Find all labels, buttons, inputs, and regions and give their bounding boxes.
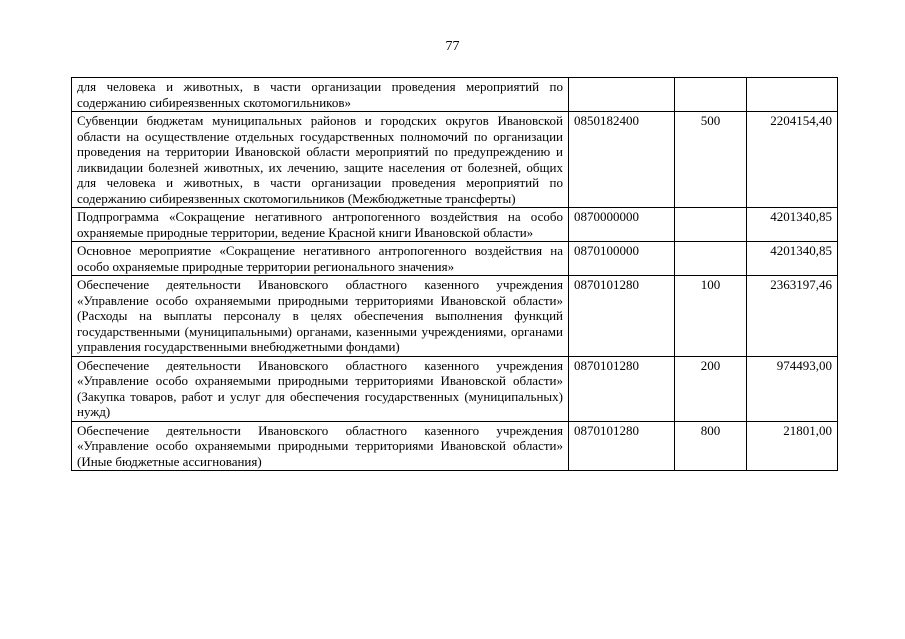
row-description: Субвенции бюджетам муниципальных районов и городских округов Ивановской области на осуществление отдельных государственных полномочий по организации проведения на территории Ивановской области мероприятий по предупреждению и ликвидации болезней животных, их лечению, защите населения от болезней, общих для человека и животных, в части организации проведения мероприятий по содержанию сибиреязвенных скотомогильников (Межбюджетные трансферты) [72, 112, 569, 208]
row-expense-type: 100 [675, 276, 747, 357]
row-target-code: 0870000000 [569, 208, 675, 242]
table-row [72, 242, 838, 276]
row-expense-type: 200 [675, 356, 747, 421]
row-amount: 4201340,85 [747, 242, 838, 276]
page-number: 77 [445, 39, 460, 54]
row-amount: 4201340,85 [747, 208, 838, 242]
table-row [72, 421, 838, 471]
row-expense-type [675, 78, 747, 112]
row-target-code: 0850182400 [569, 112, 675, 208]
table-row [72, 276, 838, 357]
row-amount [747, 78, 838, 112]
row-target-code: 0870100000 [569, 242, 675, 276]
row-amount: 2204154,40 [747, 112, 838, 208]
row-amount: 974493,00 [747, 356, 838, 421]
row-description: Основное мероприятие «Сокращение негативного антропогенного воздействия на особо охраняемые природные территории регионального значения» [72, 242, 569, 276]
row-expense-type [675, 242, 747, 276]
table-row [72, 356, 838, 421]
row-description: Обеспечение деятельности Ивановского областного казенного учреждения «Управление особо охраняемыми природными территориями Ивановской области» (Иные бюджетные ассигнования) [72, 421, 569, 471]
row-target-code [569, 78, 675, 112]
row-description: Подпрограмма «Сокращение негативного антропогенного воздействия на особо охраняемые природные территории, ведение Красной книги Ивановской области» [72, 208, 569, 242]
row-amount: 21801,00 [747, 421, 838, 471]
row-description: для человека и животных, в части организации проведения мероприятий по содержанию сибиреязвенных скотомогильников» [72, 78, 569, 112]
budget-table [71, 77, 838, 471]
row-target-code: 0870101280 [569, 421, 675, 471]
row-target-code: 0870101280 [569, 276, 675, 357]
row-expense-type [675, 208, 747, 242]
row-amount: 2363197,46 [747, 276, 838, 357]
row-expense-type: 800 [675, 421, 747, 471]
row-expense-type: 500 [675, 112, 747, 208]
table-row [72, 78, 838, 112]
row-target-code: 0870101280 [569, 356, 675, 421]
table-row [72, 112, 838, 208]
table-row [72, 208, 838, 242]
row-description: Обеспечение деятельности Ивановского областного казенного учреждения «Управление особо охраняемыми природными территориями Ивановской области» (Расходы на выплаты персоналу в целях обеспечения выполнения функций государственными (муниципальными) органами, казенными учреждениями, органами управления государственными внебюджетными фондами) [72, 276, 569, 357]
row-description: Обеспечение деятельности Ивановского областного казенного учреждения «Управление особо охраняемыми природными территориями Ивановской области» (Закупка товаров, работ и услуг для обеспечения государственных (муниципальных) нужд) [72, 356, 569, 421]
